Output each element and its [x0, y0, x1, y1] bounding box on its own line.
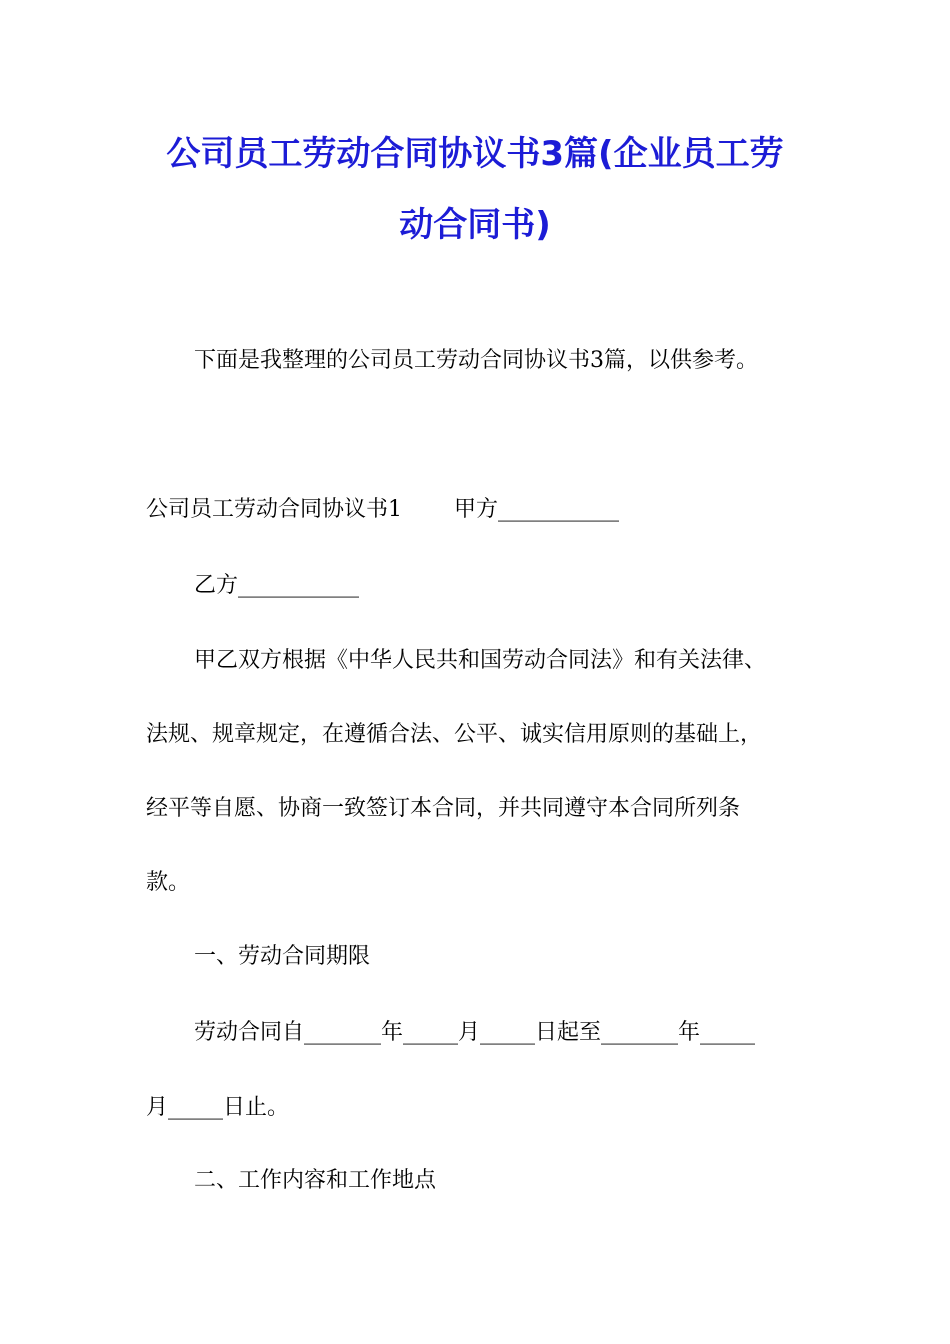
contract-title: 公司员工劳动合同协议书1 [146, 497, 402, 522]
preamble-line-4: 款。 [146, 870, 191, 895]
preamble-line-2: 法规、规章规定，在遵循合法、公平、诚实信用原则的基础上， [146, 722, 763, 747]
document-title-line1: 公司员工劳动合同协议书3篇(企业员工劳 [166, 134, 784, 174]
party-a-field: 甲方___________ [454, 497, 620, 522]
preamble-line-1: 甲乙双方根据《中华人民共和国劳动合同法》和有关法律、 [194, 648, 767, 673]
section1-text-line2: 月_____日止。 [146, 1095, 290, 1120]
preamble-line-3: 经平等自愿、协商一致签订本合同，并共同遵守本合同所列条 [146, 796, 741, 821]
party-b-field: 乙方___________ [194, 573, 360, 598]
document-title-line2: 动合同书) [399, 205, 551, 245]
contract-heading [146, 495, 619, 525]
intro-paragraph: 下面是我整理的公司员工劳动合同协议书3篇，以供参考。 [194, 348, 758, 373]
section1-heading: 一、劳动合同期限 [194, 944, 371, 969]
section2-heading: 二、工作内容和工作地点 [194, 1168, 437, 1193]
section1-text-line1: 劳动合同自_______年_____月_____日起至_______年_____ [194, 1020, 756, 1045]
